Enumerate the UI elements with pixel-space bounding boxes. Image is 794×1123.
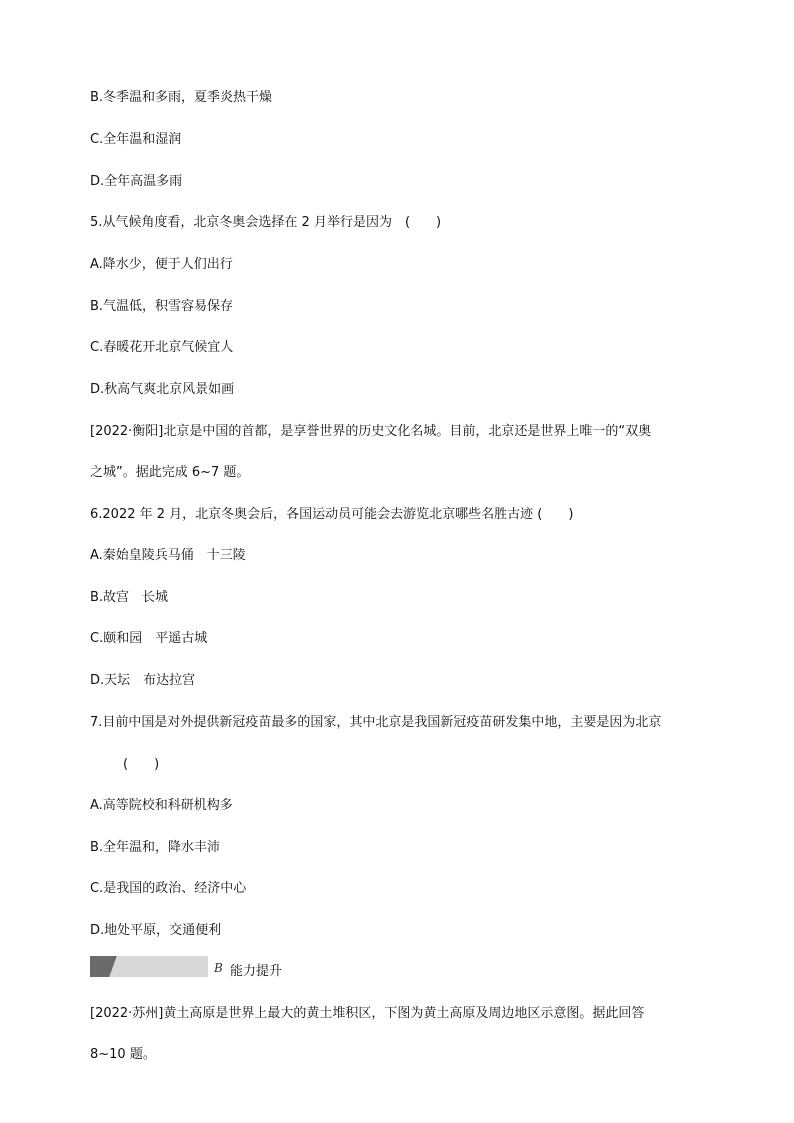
question-6-option-b: B.故宫 长城 xyxy=(90,590,169,605)
question-5-option-c: C.春暖花开北京气候宜人 xyxy=(90,340,234,355)
question-6-option-a: A.秦始皇陵兵马俑 十三陵 xyxy=(90,548,246,563)
question-6-option-d: D.天坛 布达拉宫 xyxy=(90,673,196,688)
question-7-option-b: B.全年温和，降水丰沛 xyxy=(90,840,221,855)
passage-intro-2-line-1: [2022·苏州]黄土高原是世界上最大的黄土堆积区，下图为黄土高原及周边地区示意图。据此回答 xyxy=(90,1006,645,1021)
passage-intro-line-2: 之城”。据此完成 6~7 题。 xyxy=(90,465,250,480)
section-title: 能力提升 xyxy=(230,964,283,979)
question-7-option-d: D.地处平原，交通便利 xyxy=(90,923,222,938)
question-7-option-a: A.高等院校和科研机构多 xyxy=(90,798,233,813)
question-5-option-b: B.气温低，积雪容易保存 xyxy=(90,299,234,314)
question-5: 5.从气候角度看，北京冬奥会选择在 2 月举行是因为 ( ) xyxy=(90,215,442,230)
question-7-option-c: C.是我国的政治、经济中心 xyxy=(90,881,247,896)
passage-intro-line-1: [2022·衡阳]北京是中国的首都，是享誉世界的历史文化名城。目前，北京还是世界上唯一的“双奥 xyxy=(90,424,652,439)
option-d-prev: D.全年高温多雨 xyxy=(90,174,183,189)
question-6-option-c: C.颐和园 平遥古城 xyxy=(90,631,208,646)
question-5-option-a: A.降水少，便于人们出行 xyxy=(90,257,233,272)
option-c-prev: C.全年温和湿润 xyxy=(90,132,182,147)
section-letter: B xyxy=(214,961,223,975)
question-7-answer-paren: ( ) xyxy=(123,757,160,772)
question-6: 6.2022 年 2 月，北京冬奥会后，各国运动员可能会去游览北京哪些名胜古迹 ( ) xyxy=(90,507,574,522)
question-7: 7.目前中国是对外提供新冠疫苗最多的国家，其中北京是我国新冠疫苗研发集中地，主要是因为北京 xyxy=(90,715,662,730)
section-header-bar-notch xyxy=(108,956,120,977)
passage-intro-2-line-2: 8~10 题。 xyxy=(90,1047,156,1062)
question-5-option-d: D.秋高气爽北京风景如画 xyxy=(90,382,235,397)
option-b-prev: B.冬季温和多雨，夏季炎热干燥 xyxy=(90,90,273,105)
